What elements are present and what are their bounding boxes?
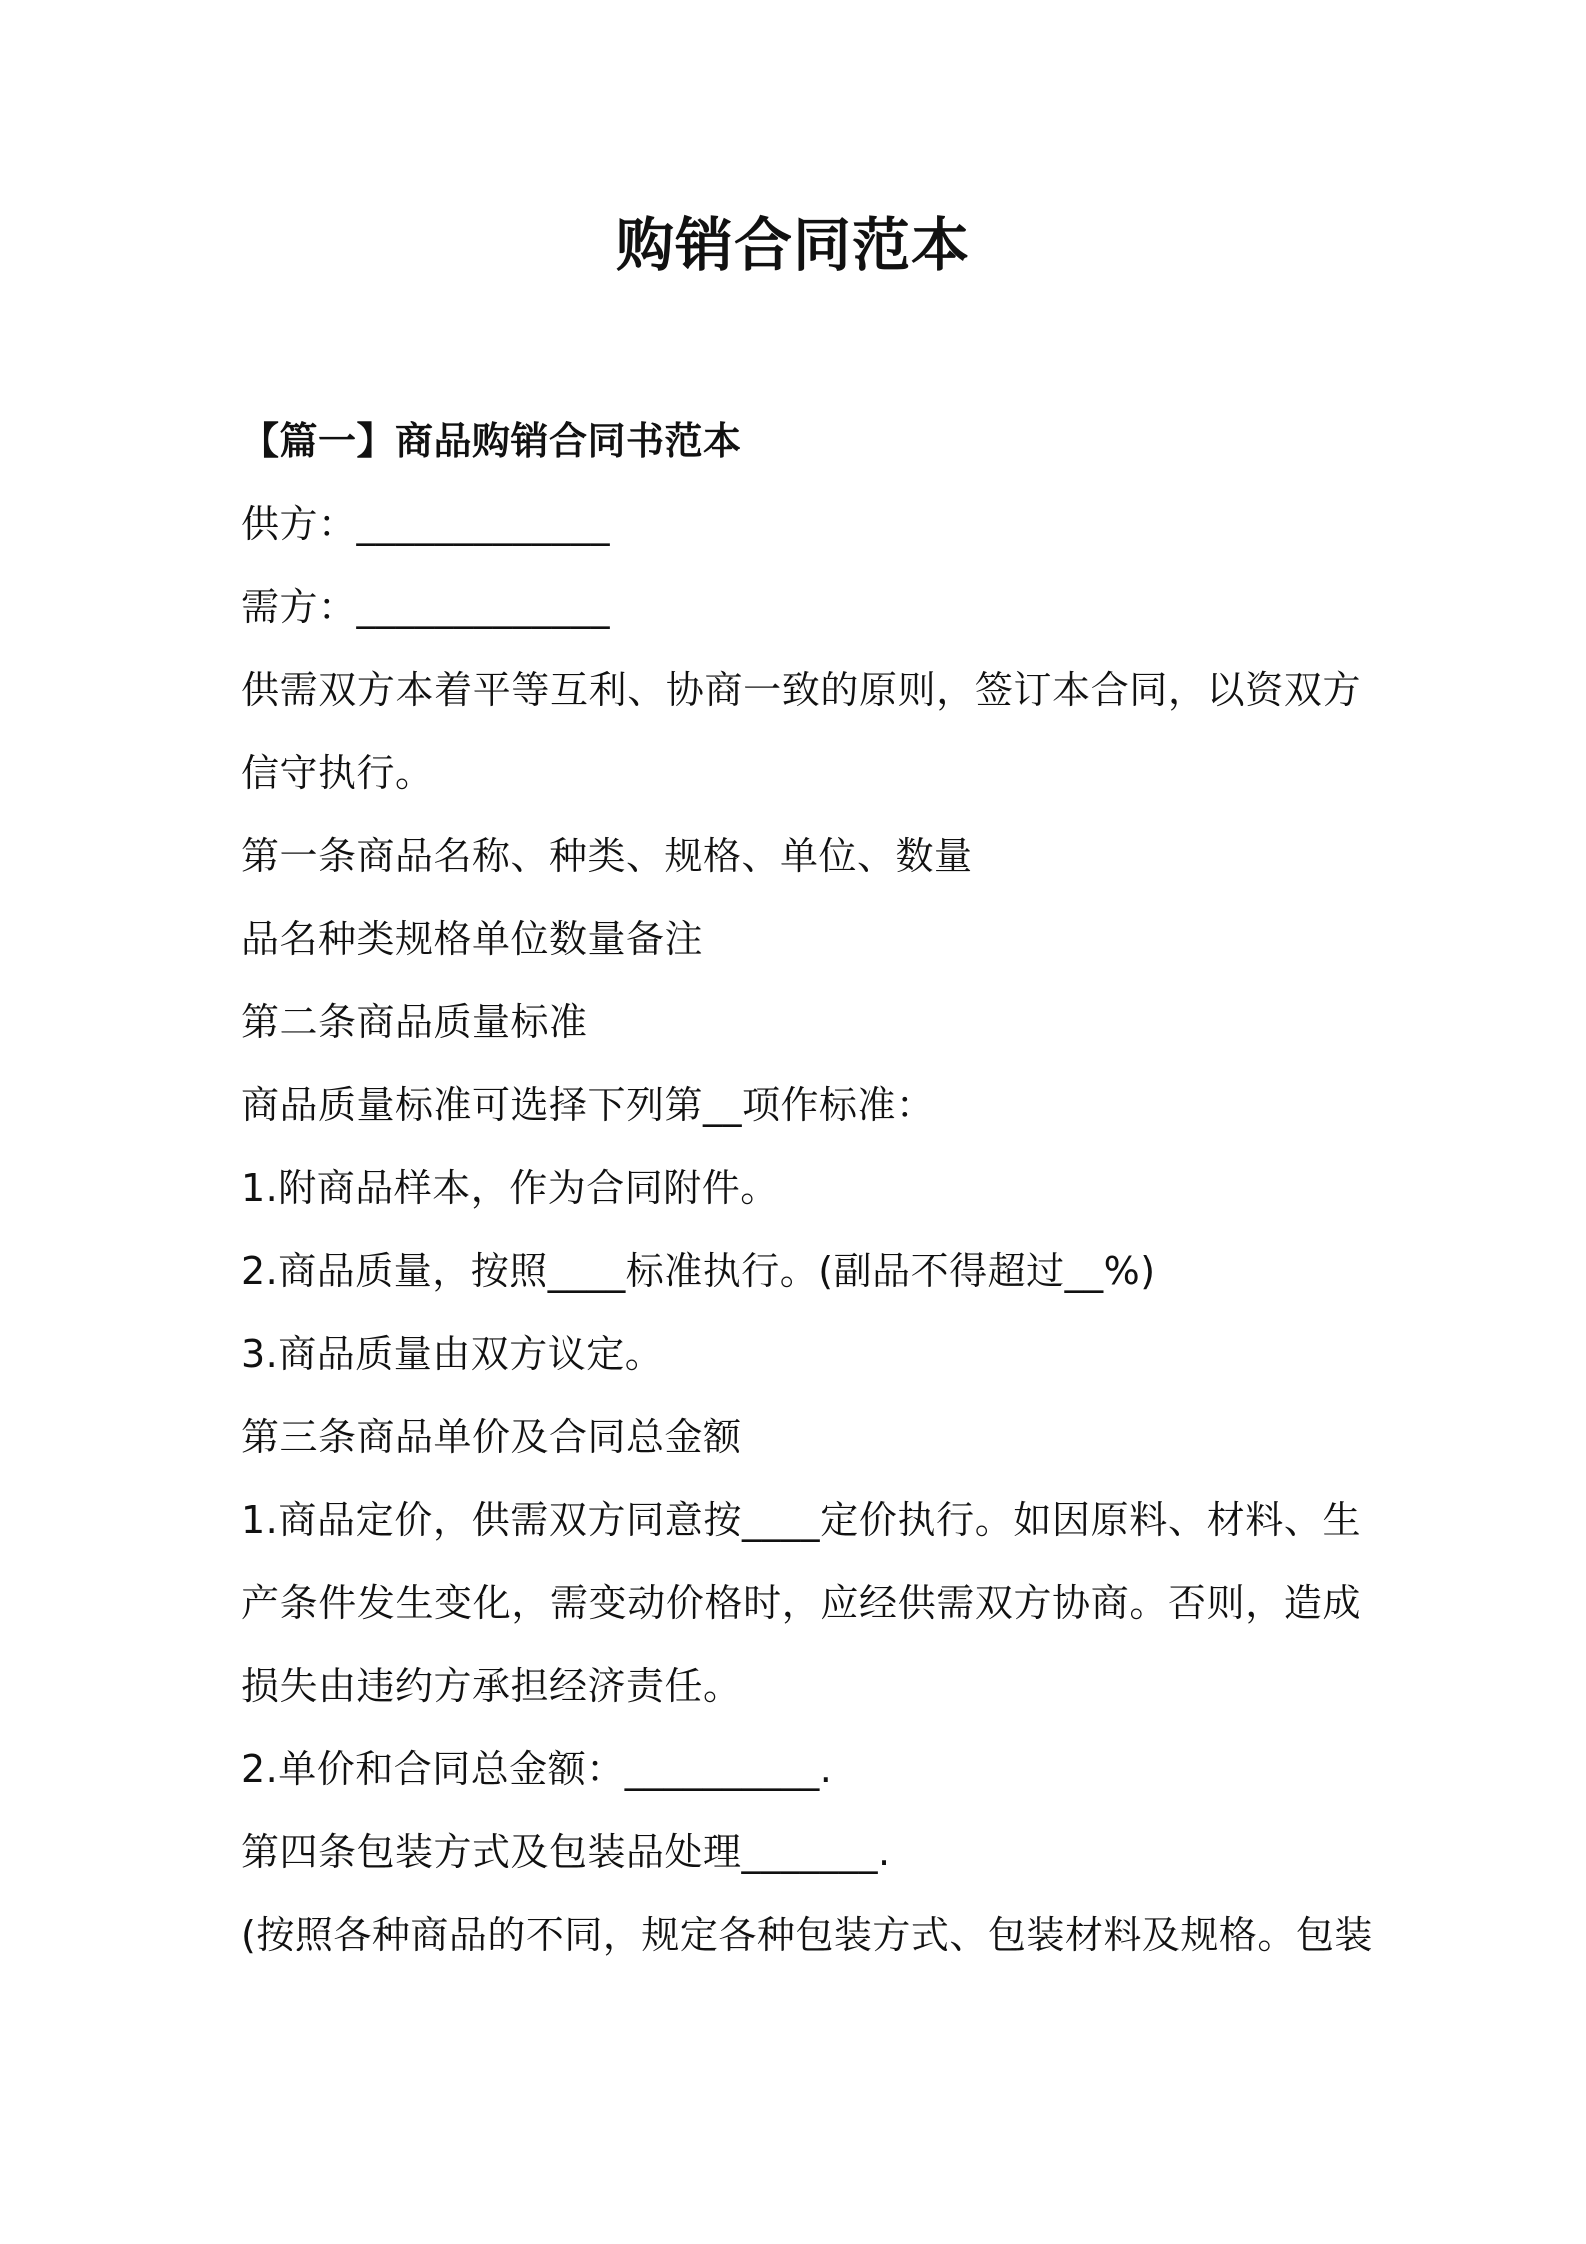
quality-item-3: 3.商品质量由双方议定。 xyxy=(241,1332,664,1376)
article-3-heading: 第三条商品单价及合同总金额 xyxy=(241,1415,742,1459)
quality-item-1: 1.附商品样本，作为合同附件。 xyxy=(241,1166,779,1210)
article-2-heading: 第二条商品质量标准 xyxy=(241,1000,588,1044)
buyer-line: 需方：_____________ xyxy=(241,585,611,629)
quality-standard-line: 商品质量标准可选择下列第__项作标准： xyxy=(241,1083,935,1127)
article-4-heading: 第四条包装方式及包装品处理_______. xyxy=(241,1830,891,1874)
document-title: 购销合同范本 xyxy=(615,211,970,279)
packaging-paragraph: (按照各种商品的不同，规定各种包装方式、包装材料及规格。包装 xyxy=(241,1913,1373,1957)
item-columns-line: 品名种类规格单位数量备注 xyxy=(241,917,704,961)
article-1-heading: 第一条商品名称、种类、规格、单位、数量 xyxy=(241,834,973,878)
total-amount-line: 2.单价和合同总金额：__________. xyxy=(241,1747,833,1791)
document-body xyxy=(241,400,1373,1977)
quality-item-2: 2.商品质量，按照____标准执行。(副品不得超过__%) xyxy=(241,1249,1156,1293)
pricing-paragraph: 1.商品定价，供需双方同意按____定价执行。如因原料、材料、生产条件发生变化，需变动价格时，应经供需双方协商。否则，造成损失由违约方承担经济责任。 xyxy=(241,1498,1361,1708)
supplier-line: 供方：_____________ xyxy=(241,502,611,546)
preamble-paragraph: 供需双方本着平等互利、协商一致的原则，签订本合同，以资双方信守执行。 xyxy=(241,668,1361,795)
section-heading: 【篇一】商品购销合同书范本 xyxy=(241,419,742,463)
